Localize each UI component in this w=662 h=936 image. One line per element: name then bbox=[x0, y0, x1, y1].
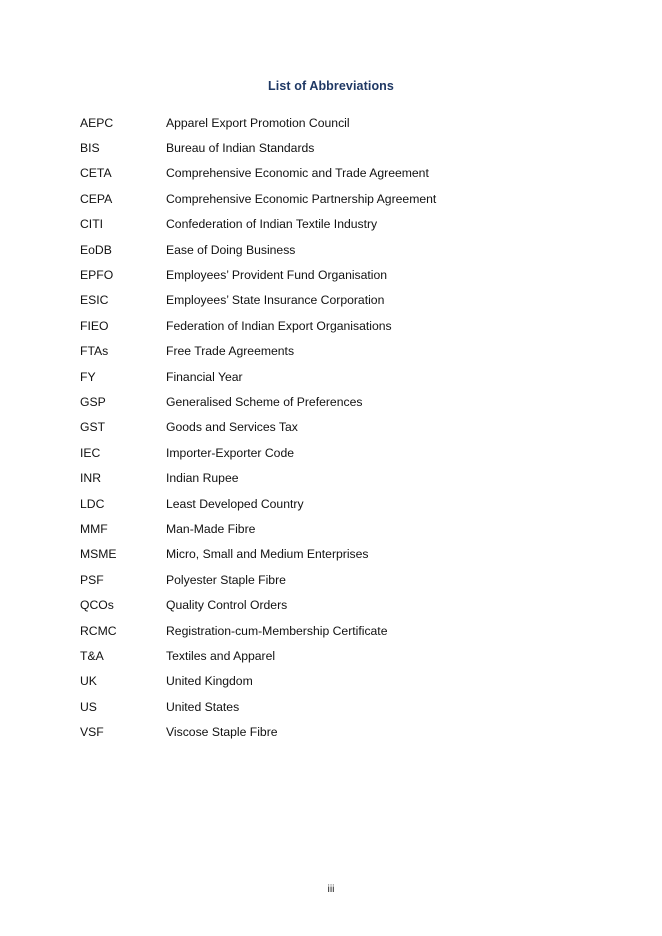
abbreviation-definition: United Kingdom bbox=[166, 674, 253, 689]
abbreviation-definition: Man-Made Fibre bbox=[166, 521, 256, 536]
abbreviation-row bbox=[80, 669, 600, 694]
abbreviation-row bbox=[80, 694, 600, 719]
abbreviation-definition: Least Developed Country bbox=[166, 496, 304, 511]
abbreviation-term: INR bbox=[80, 471, 101, 486]
abbreviation-term: EPFO bbox=[80, 268, 114, 283]
abbreviation-row bbox=[80, 313, 600, 338]
abbreviation-definition: Financial Year bbox=[166, 369, 243, 384]
abbreviation-definition: United States bbox=[166, 699, 240, 714]
abbreviation-definition: Employees’ Provident Fund Organisation bbox=[166, 268, 388, 283]
abbreviation-term: FY bbox=[80, 369, 96, 384]
abbreviation-row bbox=[80, 237, 600, 262]
abbreviation-definition: Micro, Small and Medium Enterprises bbox=[166, 547, 369, 562]
abbreviation-term: GSP bbox=[80, 394, 106, 409]
abbreviation-definition: Registration-cum-Membership Certificate bbox=[166, 623, 388, 638]
abbreviation-definition: Viscose Staple Fibre bbox=[166, 725, 278, 740]
abbreviation-term: US bbox=[80, 699, 97, 714]
abbreviation-term: GST bbox=[80, 420, 106, 435]
abbreviation-definition: Indian Rupee bbox=[166, 471, 239, 486]
abbreviation-definition: Ease of Doing Business bbox=[166, 242, 296, 257]
abbreviation-row bbox=[80, 440, 600, 465]
abbreviation-term: VSF bbox=[80, 725, 104, 740]
abbreviation-term: CEPA bbox=[80, 191, 113, 206]
abbreviation-term: T&A bbox=[80, 648, 104, 663]
abbreviation-term: CETA bbox=[80, 166, 112, 181]
abbreviation-row bbox=[80, 491, 600, 516]
abbreviation-row bbox=[80, 542, 600, 567]
abbreviation-row bbox=[80, 339, 600, 364]
abbreviation-definition: Quality Control Orders bbox=[166, 598, 288, 613]
abbreviation-row bbox=[80, 389, 600, 414]
abbreviation-term: AEPC bbox=[80, 115, 114, 130]
abbreviation-row bbox=[80, 161, 600, 186]
abbreviation-row bbox=[80, 592, 600, 617]
abbreviation-row bbox=[80, 643, 600, 668]
abbreviation-row bbox=[80, 186, 600, 211]
abbreviation-row bbox=[80, 212, 600, 237]
abbreviation-definition: Textiles and Apparel bbox=[166, 648, 276, 663]
abbreviation-term: LDC bbox=[80, 496, 105, 511]
abbreviation-row bbox=[80, 415, 600, 440]
abbreviation-definition: Importer-Exporter Code bbox=[166, 445, 295, 460]
abbreviation-row bbox=[80, 110, 600, 135]
abbreviation-term: BIS bbox=[80, 141, 100, 156]
abbreviation-row bbox=[80, 618, 600, 643]
page-number: iii bbox=[327, 883, 335, 895]
abbreviation-definition: Bureau of Indian Standards bbox=[166, 141, 315, 156]
abbreviation-term: FIEO bbox=[80, 318, 109, 333]
page-title: List of Abbreviations bbox=[268, 79, 394, 93]
abbreviation-definition: Free Trade Agreements bbox=[166, 344, 295, 359]
abbreviation-list bbox=[80, 110, 600, 745]
abbreviation-term: QCOs bbox=[80, 598, 114, 613]
abbreviation-row bbox=[80, 364, 600, 389]
abbreviation-term: MMF bbox=[80, 521, 108, 536]
abbreviation-row bbox=[80, 516, 600, 541]
abbreviation-row bbox=[80, 567, 600, 592]
abbreviation-definition: Employees’ State Insurance Corporation bbox=[166, 293, 385, 308]
abbreviation-row bbox=[80, 465, 600, 490]
abbreviation-term: PSF bbox=[80, 572, 104, 587]
abbreviation-term: IEC bbox=[80, 445, 101, 460]
abbreviation-row bbox=[80, 288, 600, 313]
abbreviation-term: UK bbox=[80, 674, 97, 689]
abbreviation-term: ESIC bbox=[80, 293, 109, 308]
abbreviation-definition: Polyester Staple Fibre bbox=[166, 572, 286, 587]
abbreviation-term: MSME bbox=[80, 547, 117, 562]
abbreviation-definition: Goods and Services Tax bbox=[166, 420, 298, 435]
abbreviation-term: FTAs bbox=[80, 344, 109, 359]
abbreviation-definition: Comprehensive Economic Partnership Agreement bbox=[166, 191, 437, 206]
abbreviation-row bbox=[80, 262, 600, 287]
abbreviation-definition: Federation of Indian Export Organisations bbox=[166, 318, 392, 333]
abbreviation-row bbox=[80, 719, 600, 744]
abbreviation-definition: Confederation of Indian Textile Industry bbox=[166, 217, 378, 232]
abbreviation-definition: Generalised Scheme of Preferences bbox=[166, 394, 363, 409]
abbreviation-term: RCMC bbox=[80, 623, 117, 638]
abbreviation-term: EoDB bbox=[80, 242, 112, 257]
abbreviation-row bbox=[80, 135, 600, 160]
abbreviation-term: CITI bbox=[80, 217, 104, 232]
abbreviation-definition: Comprehensive Economic and Trade Agreement bbox=[166, 166, 429, 181]
abbreviation-definition: Apparel Export Promotion Council bbox=[166, 115, 350, 130]
